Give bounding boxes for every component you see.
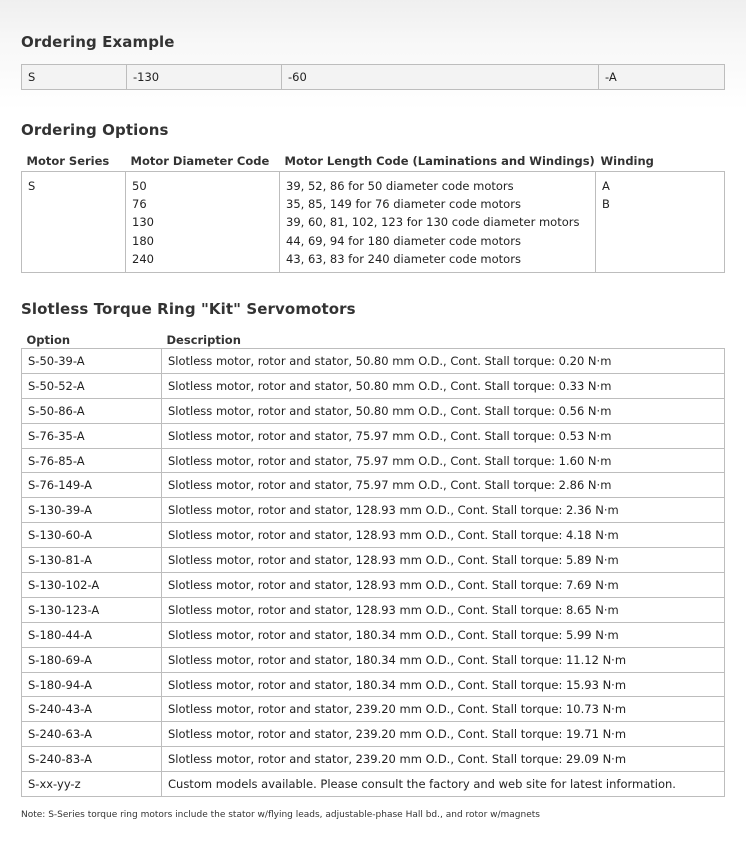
winding-code: B (602, 197, 610, 212)
diameter-code: 50 (132, 179, 147, 193)
option-cell: S-76-35-A (22, 423, 162, 448)
ordering-example-table (21, 64, 725, 90)
table-row (22, 423, 725, 448)
table-header-row (22, 332, 725, 349)
option-cell: S-130-102-A (22, 573, 162, 598)
length-cell (280, 172, 596, 273)
length-code: 43, 63, 83 for 240 diameter code motors (286, 251, 521, 266)
description-cell: Slotless motor, rotor and stator, 180.34 mm O.D., Cont. Stall torque: 11.12 N·m (162, 647, 725, 672)
column-header: Winding (600, 154, 654, 168)
option-cell: S-130-60-A (22, 523, 162, 548)
table-row (22, 573, 725, 598)
description-cell: Slotless motor, rotor and stator, 239.20 mm O.D., Cont. Stall torque: 19.71 N·m (162, 722, 725, 747)
description-cell: Slotless motor, rotor and stator, 128.93 mm O.D., Cont. Stall torque: 7.69 N·m (162, 573, 725, 598)
option-cell: S-50-52-A (22, 373, 162, 398)
description-cell: Slotless motor, rotor and stator, 50.80 mm O.D., Cont. Stall torque: 0.56 N·m (162, 398, 725, 423)
table-row (22, 772, 725, 797)
diameter-code: 130 (132, 215, 154, 230)
table-row (22, 697, 725, 722)
diameter-code: 240 (132, 251, 154, 266)
option-cell: S-50-39-A (22, 349, 162, 374)
length-code: 39, 52, 86 for 50 diameter code motors (286, 179, 514, 193)
series-value: S (28, 179, 36, 193)
description-cell: Slotless motor, rotor and stator, 75.97 mm O.D., Cont. Stall torque: 0.53 N·m (162, 423, 725, 448)
table-row (22, 172, 725, 273)
description-cell: Slotless motor, rotor and stator, 239.20 mm O.D., Cont. Stall torque: 29.09 N·m (162, 747, 725, 772)
table-row (22, 373, 725, 398)
example-length-cell: -60 (282, 65, 599, 90)
footnote: Note: S-Series torque ring motors include the stator w/flying leads, adjustable-phase Hall bd., and rotor w/magnets (21, 810, 540, 820)
example-winding-cell: -A (599, 65, 725, 90)
table-row (22, 473, 725, 498)
option-cell: S-130-81-A (22, 548, 162, 573)
series-cell (22, 172, 126, 273)
length-code: 39, 60, 81, 102, 123 for 130 code diameter motors (286, 215, 580, 230)
option-cell: S-50-86-A (22, 398, 162, 423)
option-cell: S-180-69-A (22, 647, 162, 672)
table-row (22, 722, 725, 747)
example-series-cell: S (22, 65, 127, 90)
option-cell: S-130-39-A (22, 498, 162, 523)
description-cell: Slotless motor, rotor and stator, 239.20 mm O.D., Cont. Stall torque: 10.73 N·m (162, 697, 725, 722)
table-row (22, 523, 725, 548)
table-row (22, 647, 725, 672)
description-cell: Slotless motor, rotor and stator, 180.34 mm O.D., Cont. Stall torque: 15.93 N·m (162, 672, 725, 697)
table-row (22, 597, 725, 622)
option-cell: S-xx-yy-z (22, 772, 162, 797)
description-cell: Slotless motor, rotor and stator, 75.97 mm O.D., Cont. Stall torque: 2.86 N·m (162, 473, 725, 498)
description-cell: Slotless motor, rotor and stator, 128.93 mm O.D., Cont. Stall torque: 8.65 N·m (162, 597, 725, 622)
ordering-example-title: Ordering Example (21, 33, 175, 51)
table-header-row (22, 152, 725, 172)
diameter-code: 180 (132, 233, 154, 248)
description-cell: Slotless motor, rotor and stator, 128.93 mm O.D., Cont. Stall torque: 2.36 N·m (162, 498, 725, 523)
description-cell: Slotless motor, rotor and stator, 128.93 mm O.D., Cont. Stall torque: 4.18 N·m (162, 523, 725, 548)
column-header: Motor Diameter Code (130, 154, 270, 168)
ordering-options-title: Ordering Options (21, 121, 169, 139)
option-cell: S-240-63-A (22, 722, 162, 747)
column-header: Motor Length Code (Laminations and Windings) (284, 154, 595, 168)
table-row (22, 548, 725, 573)
example-diameter-cell: -130 (127, 65, 282, 90)
option-cell: S-180-44-A (22, 622, 162, 647)
kit-servomotors-title: Slotless Torque Ring "Kit" Servomotors (21, 300, 356, 318)
length-code: 44, 69, 94 for 180 diameter code motors (286, 233, 521, 248)
option-cell: S-76-149-A (22, 473, 162, 498)
table-row (22, 747, 725, 772)
option-cell: S-130-123-A (22, 597, 162, 622)
column-header: Motor Series (26, 154, 110, 168)
option-cell: S-240-83-A (22, 747, 162, 772)
description-cell: Slotless motor, rotor and stator, 50.80 mm O.D., Cont. Stall torque: 0.33 N·m (162, 373, 725, 398)
diameter-code: 76 (132, 197, 147, 212)
table-row (22, 398, 725, 423)
table-row (22, 65, 725, 90)
description-cell: Slotless motor, rotor and stator, 50.80 mm O.D., Cont. Stall torque: 0.20 N·m (162, 349, 725, 374)
option-cell: S-180-94-A (22, 672, 162, 697)
option-cell: S-240-43-A (22, 697, 162, 722)
table-row (22, 498, 725, 523)
column-header: Option (26, 333, 71, 347)
length-code: 35, 85, 149 for 76 diameter code motors (286, 197, 521, 212)
description-cell: Slotless motor, rotor and stator, 128.93 mm O.D., Cont. Stall torque: 5.89 N·m (162, 548, 725, 573)
column-header: Description (166, 333, 241, 347)
description-cell: Slotless motor, rotor and stator, 180.34 mm O.D., Cont. Stall torque: 5.99 N·m (162, 622, 725, 647)
table-row (22, 349, 725, 374)
table-row (22, 622, 725, 647)
table-row (22, 448, 725, 473)
table-row (22, 672, 725, 697)
option-cell: S-76-85-A (22, 448, 162, 473)
ordering-options-table (21, 152, 725, 273)
kit-servomotors-table (21, 332, 725, 797)
winding-cell (596, 172, 725, 273)
diameter-cell (126, 172, 280, 273)
winding-code: A (602, 179, 610, 193)
description-cell: Custom models available. Please consult the factory and web site for latest information. (162, 772, 725, 797)
description-cell: Slotless motor, rotor and stator, 75.97 mm O.D., Cont. Stall torque: 1.60 N·m (162, 448, 725, 473)
